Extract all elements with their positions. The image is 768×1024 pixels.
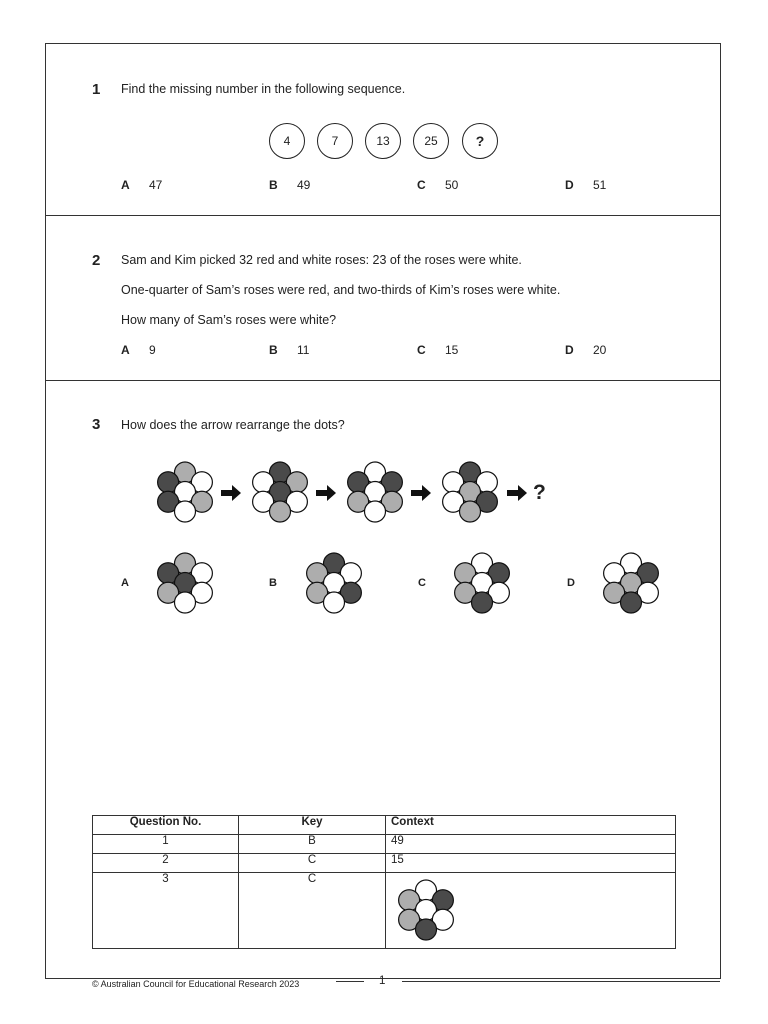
answer-option-b[interactable]: B <box>269 577 277 589</box>
answer-figure-d <box>604 553 659 613</box>
dot-bottom <box>175 501 196 522</box>
question-number: 2 <box>92 252 101 269</box>
arrow-icon <box>316 485 336 501</box>
page-number: 1 <box>379 975 386 987</box>
context-cell <box>386 873 676 949</box>
dot-bottom <box>460 501 481 522</box>
dot-bottom <box>621 592 642 613</box>
sequence-item: 25 <box>413 123 449 159</box>
question-number-cell: 1 <box>93 835 239 854</box>
column-header: Key <box>239 816 386 835</box>
answer-option-d[interactable]: D 20 <box>565 343 607 357</box>
table-row <box>93 835 676 854</box>
question-number: 3 <box>92 416 101 433</box>
table-header-row <box>93 816 676 835</box>
arrow-icon <box>507 485 527 501</box>
answer-option-c[interactable]: C 15 <box>417 343 459 357</box>
question-number-cell: 2 <box>93 854 239 873</box>
dot-bottom <box>175 592 196 613</box>
question-text-line: How many of Sam’s roses were white? <box>121 313 337 327</box>
question-number-cell: 3 <box>93 873 239 949</box>
answer-figure-c <box>455 553 510 613</box>
dot-bottom <box>472 592 493 613</box>
context-figure <box>399 880 454 940</box>
question-text-line: Sam and Kim picked 32 red and white roses: 23 of the roses were white. <box>121 253 522 267</box>
answer-figure-a <box>158 553 213 613</box>
question-text: Find the missing number in the following sequence. <box>121 82 406 96</box>
sequence-item: 4 <box>269 123 305 159</box>
footer-rule <box>336 981 364 982</box>
arrow-icon <box>221 485 241 501</box>
sequence-figure-3 <box>348 462 403 522</box>
answer-option-b[interactable]: B 11 <box>269 343 310 357</box>
sequence-figure-1 <box>158 462 213 522</box>
key-cell: C <box>239 873 386 949</box>
arrow-icon <box>411 485 431 501</box>
answer-option-d[interactable]: D <box>567 577 575 589</box>
column-header: Question No. <box>93 816 239 835</box>
context-cell: 15 <box>386 854 676 873</box>
missing-figure-mark: ? <box>533 481 546 504</box>
answer-key-table <box>92 815 676 949</box>
copyright-text: © Australian Council for Educational Research 2023 <box>92 979 300 989</box>
answer-option-a[interactable]: A 9 <box>121 343 156 357</box>
sequence-missing-item: ? <box>462 123 498 159</box>
answer-figure-b <box>307 553 362 613</box>
question-text-line: One-quarter of Sam’s roses were red, and two-thirds of Kim’s roses were white. <box>121 283 561 297</box>
question-text: How does the arrow rearrange the dots? <box>121 418 345 432</box>
context-cell: 49 <box>386 835 676 854</box>
dot-bottom <box>365 501 386 522</box>
sequence-item: 7 <box>317 123 353 159</box>
context-dot-figure <box>391 873 471 945</box>
question-number: 1 <box>92 81 101 98</box>
footer-rule <box>402 981 720 982</box>
sequence-figure-2 <box>253 462 308 522</box>
key-cell: C <box>239 854 386 873</box>
column-header: Context <box>386 816 676 835</box>
dot-bottom <box>270 501 291 522</box>
answer-option-c[interactable]: C <box>418 577 426 589</box>
answer-option-d[interactable]: D 51 <box>565 178 607 192</box>
key-cell: B <box>239 835 386 854</box>
sequence-figure-4 <box>443 462 498 522</box>
answer-option-a[interactable]: A 47 <box>121 178 163 192</box>
dot-bottom <box>416 919 437 940</box>
table-row <box>93 873 676 949</box>
answer-option-c[interactable]: C 50 <box>417 178 459 192</box>
answer-option-a[interactable]: A <box>121 577 129 589</box>
dot-bottom <box>324 592 345 613</box>
answer-option-b[interactable]: B 49 <box>269 178 311 192</box>
sequence-item: 13 <box>365 123 401 159</box>
table-row <box>93 854 676 873</box>
